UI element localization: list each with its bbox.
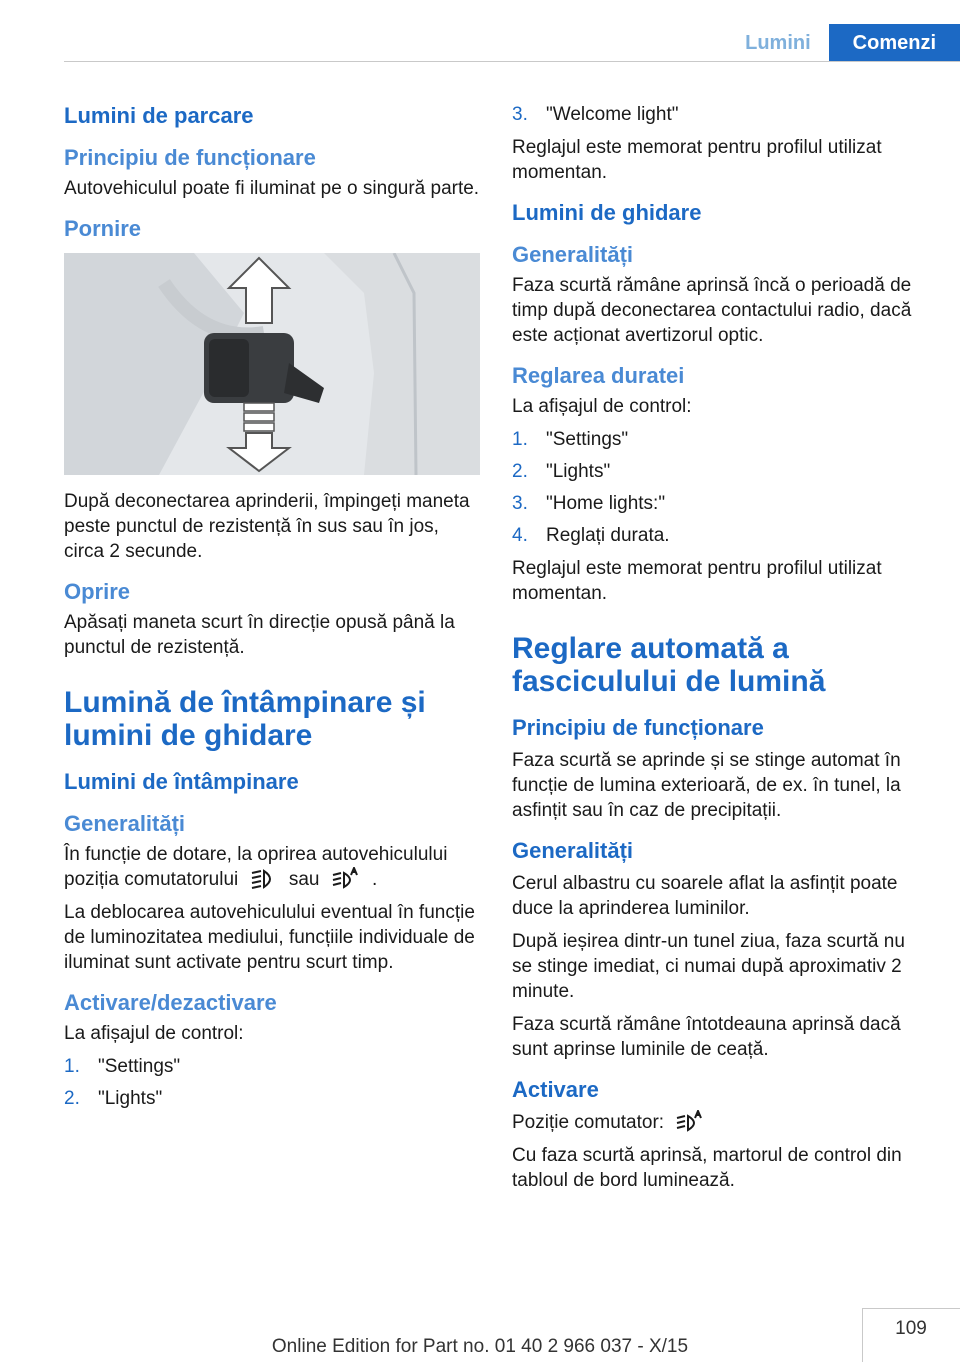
low-beam-icon — [250, 869, 278, 889]
list-text: "Lights" — [546, 461, 611, 482]
paragraph-generalitati-2-3: Faza scurtă rămâne întotdeauna aprinsă dacă sunt aprinse luminile de ceață. — [512, 1014, 901, 1060]
list-number: 2. — [512, 461, 528, 482]
list-text: "Home lights:" — [546, 493, 666, 514]
left-column — [64, 100, 480, 1119]
paragraph-generalitati-2-2: După ieșirea dintr-un tunel ziua, faza scurtă nu se stinge imediat, ci numai după aproximativ 2 minute. — [512, 931, 905, 1002]
heading-lumini-parcare: Lumini de parcare — [64, 103, 254, 128]
paragraph-principiu: Faza scurtă se aprinde și se stinge automat în funcție de lumina exterioară, de ex. în tunel, la asfințit sau în caz de precipitații. — [512, 750, 901, 821]
list-text: Reglați durata. — [546, 525, 670, 546]
turn-signal-lever-illustration — [64, 253, 480, 475]
list-item — [512, 459, 926, 484]
right-column — [512, 100, 926, 1201]
list-number: 4. — [512, 525, 528, 546]
heading-activare: Activare — [512, 1077, 599, 1102]
list-item — [64, 1086, 480, 1111]
auto-light-icon — [331, 867, 361, 889]
footer-divider — [862, 1308, 960, 1309]
list-text: "Settings" — [98, 1056, 181, 1077]
list-text: "Lights" — [98, 1088, 163, 1109]
heading-oprire: Oprire — [64, 579, 131, 604]
paragraph-afisaj-control: La afișajul de control: — [512, 396, 692, 417]
text-pozitie-comutator: În funcție de dotare, la oprirea autovehiculului poziția comutatorului — [64, 844, 448, 890]
paragraph-oprire: Apăsați maneta scurt în direcție opusă până la punctul de rezistență. — [64, 612, 455, 658]
heading-lumini-intampinare: Lumini de întâmpinare — [64, 769, 299, 794]
heading-generalitati: Generalități — [512, 242, 634, 267]
paragraph-memorat-1: Reglajul este memorat pentru profilul utilizat momentan. — [512, 137, 882, 183]
list-number: 1. — [64, 1056, 80, 1077]
paragraph-afisaj-control: La afișajul de control: — [64, 1023, 244, 1044]
list-number: 3. — [512, 104, 528, 125]
paragraph-generalitati: Faza scurtă rămâne aprinsă încă o perioadă de timp după deconectarea contactului radio, dacă este acționat avertizorul optic. — [512, 275, 912, 346]
heading-principiu: Principiu de funcționare — [64, 145, 316, 170]
heading-reglare-automata: Reglare automată a fasciculului de lumină — [512, 632, 826, 698]
paragraph-generalitati-2-1: Cerul albastru cu soarele aflat la asfințit poate duce la aprinderea luminilor. — [512, 873, 898, 919]
list-item — [512, 523, 926, 548]
page-header — [727, 24, 960, 62]
heading-generalitati-2: Generalități — [512, 838, 634, 863]
list-number: 2. — [64, 1088, 80, 1109]
text-sau: sau — [288, 869, 320, 890]
list-text: "Settings" — [546, 429, 629, 450]
heading-generalitati: Generalități — [64, 811, 186, 836]
list-item — [512, 427, 926, 452]
list-item — [512, 102, 926, 127]
paragraph-generalitati-1 — [64, 842, 480, 892]
heading-lumina-intampinare: Lumină de întâmpinare și lumini de ghidare — [64, 686, 426, 752]
auto-light-icon — [675, 1110, 705, 1132]
heading-lumini-ghidare: Lumini de ghidare — [512, 200, 702, 225]
paragraph-pornire: După deconectarea aprinderii, împingeți maneta peste punctul de rezistență în sus sau în jos, circa 2 secunde. — [64, 491, 470, 562]
settings-steps-list — [64, 1054, 480, 1111]
paragraph-martor-control: Cu faza scurtă aprinsă, martorul de control din tabloul de bord luminează. — [512, 1145, 902, 1191]
edition-footer: Online Edition for Part no. 01 40 2 966 037 - X/15 — [271, 1336, 689, 1357]
header-tab-comenzi[interactable]: Comenzi — [829, 24, 960, 62]
heading-reglarea-duratei: Reglarea duratei — [512, 363, 685, 388]
list-item — [64, 1054, 480, 1079]
paragraph-principiu: Autovehiculul poate fi iluminat pe o singură parte. — [64, 178, 480, 199]
text-pozitie: Poziție comutator: — [512, 1112, 665, 1133]
list-number: 3. — [512, 493, 528, 514]
duration-steps-list — [512, 427, 926, 548]
welcome-steps-list — [512, 102, 926, 127]
paragraph-pozitie-comutator — [512, 1110, 926, 1135]
text-punct: . — [372, 869, 378, 890]
list-text: "Welcome light" — [546, 104, 679, 125]
heading-pornire: Pornire — [64, 216, 142, 241]
heading-principiu: Principiu de funcționare — [512, 715, 764, 740]
page-number: 109 — [895, 1318, 927, 1339]
list-item — [512, 491, 926, 516]
heading-activare-dezactivare: Activare/dezactivare — [64, 990, 277, 1015]
header-tab-lumini[interactable]: Lumini — [745, 31, 811, 54]
header-divider — [64, 61, 960, 62]
paragraph-memorat-2: Reglajul este memorat pentru profilul utilizat momentan. — [512, 558, 882, 604]
list-number: 1. — [512, 429, 528, 450]
paragraph-generalitati-2: La deblocarea autovehiculului eventual în funcție de luminozitatea mediului, funcțiile individuale de iluminat sunt activate pentru scurt timp. — [64, 902, 475, 973]
